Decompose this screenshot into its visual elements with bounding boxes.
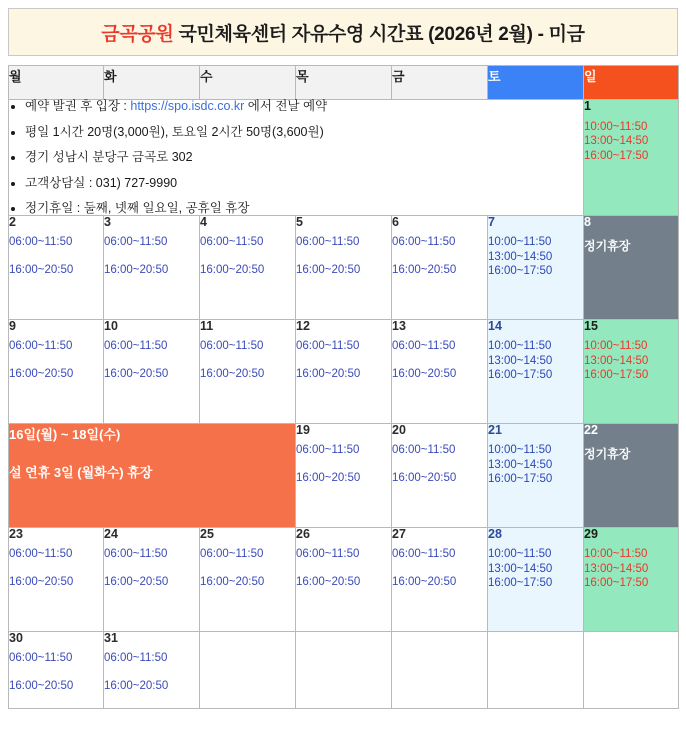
notice-item-phone: • 고객상담실 : 031) 727-9990 xyxy=(25,177,583,190)
weekday-header-sat: 토 xyxy=(488,66,584,100)
day-number: 6 xyxy=(392,214,399,229)
time-slot: 13:00~14:50 xyxy=(488,562,553,575)
weekday-header-thu: 목 xyxy=(296,66,392,100)
day-number: 29 xyxy=(584,526,598,541)
day-cell-15 xyxy=(584,319,679,423)
time-slot: 06:00~11:50 xyxy=(200,548,264,560)
time-slot: 16:00~17:50 xyxy=(488,265,553,277)
time-slot: 16:00~17:50 xyxy=(584,149,649,162)
time-slot: 16:00~17:50 xyxy=(488,473,553,485)
day-cell-28 xyxy=(488,527,584,631)
calendar-week-1 xyxy=(9,100,679,216)
weekday-header-mon: 월 xyxy=(9,66,104,100)
banner-date-range: 16일(월) ~ 18일(수) xyxy=(9,426,121,442)
time-slot: 16:00~20:50 xyxy=(9,367,74,380)
time-slot: 13:00~14:50 xyxy=(488,354,553,367)
day-cell-empty xyxy=(584,631,679,709)
day-times xyxy=(488,341,583,382)
day-cell-empty xyxy=(488,631,584,709)
day-times xyxy=(200,549,295,588)
day-cell-27 xyxy=(392,527,488,631)
day-cell-24 xyxy=(104,527,200,631)
day-number: 25 xyxy=(200,526,214,541)
day-number: 19 xyxy=(296,422,310,437)
time-slot: 16:00~17:50 xyxy=(488,369,553,381)
weekday-header-sun: 일 xyxy=(584,66,679,100)
day-times xyxy=(104,653,199,692)
notice-item-price: • 평일 1시간 20명(3,000원), 토요일 2시간 50명(3,600원) xyxy=(25,126,583,139)
day-times xyxy=(488,445,583,486)
time-slot: 06:00~11:50 xyxy=(104,236,168,248)
time-slot: 06:00~11:50 xyxy=(296,236,360,248)
time-slot: 16:00~20:50 xyxy=(296,367,361,380)
page-title-bar xyxy=(8,8,678,56)
day-number: 14 xyxy=(488,318,502,333)
time-slot: 06:00~11:50 xyxy=(104,340,168,352)
day-number: 15 xyxy=(584,318,598,333)
time-slot: 13:00~14:50 xyxy=(584,354,649,367)
time-slot: 16:00~20:50 xyxy=(200,263,265,276)
day-cell-2 xyxy=(9,215,104,319)
day-cell-29 xyxy=(584,527,679,631)
calendar-week-6 xyxy=(9,631,679,709)
day-cell-22 xyxy=(584,423,679,527)
day-cell-10 xyxy=(104,319,200,423)
day-times xyxy=(296,341,391,380)
calendar-week-5 xyxy=(9,527,679,631)
page-title xyxy=(101,19,584,46)
time-slot: 16:00~17:50 xyxy=(584,369,649,381)
day-cell-31 xyxy=(104,631,200,709)
day-times xyxy=(392,445,487,484)
day-times xyxy=(296,237,391,276)
day-number: 13 xyxy=(392,318,406,333)
time-slot: 06:00~11:50 xyxy=(9,548,73,560)
day-cell-21 xyxy=(488,423,584,527)
notice-text-0-post: 에서 전날 예약 xyxy=(244,99,328,113)
day-number: 1 xyxy=(584,99,591,113)
time-slot: 16:00~20:50 xyxy=(296,575,361,588)
calendar-week-4 xyxy=(9,423,679,527)
closed-label: 정기휴장 xyxy=(584,239,631,253)
time-slot: 13:00~14:50 xyxy=(488,250,553,263)
weekday-header-fri: 금 xyxy=(392,66,488,100)
day-times xyxy=(392,549,487,588)
day-times xyxy=(584,341,678,382)
day-cell-3 xyxy=(104,215,200,319)
page-title-rest: 국민체육센터 자유수영 시간표 (2026년 2월) - 미금 xyxy=(173,23,585,45)
day-times xyxy=(296,445,391,484)
time-slot: 06:00~11:50 xyxy=(200,340,264,352)
day-times xyxy=(104,237,199,276)
time-slot: 10:00~11:50 xyxy=(488,340,552,352)
day-cell-empty xyxy=(200,631,296,709)
time-slot: 16:00~17:50 xyxy=(488,577,553,589)
time-slot: 06:00~11:50 xyxy=(392,236,456,248)
banner-closure-text: 설 연휴 3일 (월화수) 휴장 xyxy=(9,464,153,480)
day-number: 27 xyxy=(392,526,406,541)
day-times xyxy=(9,341,103,380)
day-cell-30 xyxy=(9,631,104,709)
time-slot: 06:00~11:50 xyxy=(104,652,168,664)
lunar-new-year-banner xyxy=(9,423,296,527)
day-cell-1 xyxy=(584,100,679,216)
weekday-header-wed: 수 xyxy=(200,66,296,100)
calendar-week-2 xyxy=(9,215,679,319)
day-number: 21 xyxy=(488,422,502,437)
day-number: 22 xyxy=(584,422,598,437)
time-slot: 16:00~20:50 xyxy=(9,679,74,692)
time-slot: 16:00~20:50 xyxy=(9,575,74,588)
day-cell-5 xyxy=(296,215,392,319)
reservation-url[interactable]: https://spo.isdc.co.kr xyxy=(130,99,245,113)
day-cell-25 xyxy=(200,527,296,631)
day-number: 30 xyxy=(9,630,23,645)
day-cell-8 xyxy=(584,215,679,319)
time-slot: 10:00~11:50 xyxy=(584,548,648,560)
time-slot: 16:00~20:50 xyxy=(9,263,74,276)
day-number: 23 xyxy=(9,526,23,541)
day-cell-9 xyxy=(9,319,104,423)
day-times xyxy=(200,341,295,380)
day-number: 5 xyxy=(296,214,303,229)
day-number: 26 xyxy=(296,526,310,541)
page-title-highlight: 금곡공원 xyxy=(101,23,174,45)
time-slot: 16:00~20:50 xyxy=(392,367,457,380)
time-slot: 16:00~20:50 xyxy=(104,263,169,276)
time-slot: 16:00~20:50 xyxy=(296,471,361,484)
time-slot: 06:00~11:50 xyxy=(296,340,360,352)
time-slot: 16:00~20:50 xyxy=(392,263,457,276)
calendar-week-3 xyxy=(9,319,679,423)
day-cell-11 xyxy=(200,319,296,423)
day-cell-4 xyxy=(200,215,296,319)
time-slot: 16:00~20:50 xyxy=(104,679,169,692)
day-number: 8 xyxy=(584,214,591,229)
day-cell-19 xyxy=(296,423,392,527)
time-slot: 10:00~11:50 xyxy=(488,236,552,248)
day-times xyxy=(9,653,103,692)
weekday-header-tue: 화 xyxy=(104,66,200,100)
calendar-table xyxy=(8,65,679,709)
notice-block xyxy=(9,100,584,216)
time-slot: 16:00~20:50 xyxy=(296,263,361,276)
time-slot: 06:00~11:50 xyxy=(9,652,73,664)
time-slot: 06:00~11:50 xyxy=(200,236,264,248)
day-times xyxy=(584,549,678,590)
day-number: 20 xyxy=(392,422,406,437)
day-number: 31 xyxy=(104,630,118,645)
time-slot: 10:00~11:50 xyxy=(488,548,552,560)
day-number: 24 xyxy=(104,526,118,541)
day-number: 11 xyxy=(200,318,214,333)
time-slot: 06:00~11:50 xyxy=(392,444,456,456)
day-number: 4 xyxy=(200,214,207,229)
day-number: 3 xyxy=(104,214,111,229)
day-number: 2 xyxy=(9,214,16,229)
notice-list xyxy=(9,100,583,215)
notice-item-holiday: • 정기휴일 : 둘째, 넷째 일요일, 공휴일 휴장 xyxy=(25,202,583,215)
day-times xyxy=(9,237,103,276)
time-slot: 06:00~11:50 xyxy=(9,340,73,352)
time-slot: 16:00~20:50 xyxy=(200,575,265,588)
day-times xyxy=(392,237,487,276)
day-cell-7 xyxy=(488,215,584,319)
time-slot: 13:00~14:50 xyxy=(584,562,649,575)
time-slot: 06:00~11:50 xyxy=(296,444,360,456)
day-cell-6 xyxy=(392,215,488,319)
notice-item-reservation xyxy=(25,100,583,113)
time-slot: 16:00~20:50 xyxy=(104,367,169,380)
time-slot: 16:00~20:50 xyxy=(200,367,265,380)
day-times xyxy=(104,549,199,588)
day-times xyxy=(392,341,487,380)
day-times xyxy=(104,341,199,380)
day-cell-23 xyxy=(9,527,104,631)
day-cell-20 xyxy=(392,423,488,527)
day-cell-12 xyxy=(296,319,392,423)
day-cell-empty xyxy=(392,631,488,709)
day-times xyxy=(296,549,391,588)
day-times xyxy=(200,237,295,276)
time-slot: 13:00~14:50 xyxy=(584,135,649,147)
day-number: 7 xyxy=(488,214,495,229)
time-slot: 06:00~11:50 xyxy=(296,548,360,560)
time-slot: 06:00~11:50 xyxy=(392,340,456,352)
closed-label: 정기휴장 xyxy=(584,447,631,461)
time-slot: 16:00~20:50 xyxy=(392,471,457,484)
day-times xyxy=(488,549,583,590)
time-slot: 16:00~17:50 xyxy=(584,577,649,589)
time-slot: 10:00~11:50 xyxy=(584,120,648,133)
day-number: 28 xyxy=(488,526,502,541)
time-slot: 16:00~20:50 xyxy=(392,575,457,588)
notice-item-address: • 경기 성남시 분당구 금곡로 302 xyxy=(25,151,583,164)
day-times xyxy=(488,237,583,278)
time-slot: 10:00~11:50 xyxy=(488,444,552,456)
day-cell-empty xyxy=(296,631,392,709)
day-number: 12 xyxy=(296,318,310,333)
day-times xyxy=(9,549,103,588)
day-cell-13 xyxy=(392,319,488,423)
day-number: 9 xyxy=(9,318,16,333)
time-slot: 06:00~11:50 xyxy=(104,548,168,560)
day-number: 10 xyxy=(104,318,118,333)
day-cell-14 xyxy=(488,319,584,423)
notice-text-0-pre: 예약 발권 후 입장 : xyxy=(25,99,131,113)
calendar-header-row xyxy=(9,66,679,100)
time-slot: 06:00~11:50 xyxy=(9,236,73,248)
time-slot: 10:00~11:50 xyxy=(584,340,648,352)
time-slot: 13:00~14:50 xyxy=(488,458,553,471)
day-times xyxy=(584,122,678,163)
day-cell-26 xyxy=(296,527,392,631)
time-slot: 06:00~11:50 xyxy=(392,548,456,560)
time-slot: 16:00~20:50 xyxy=(104,575,169,588)
